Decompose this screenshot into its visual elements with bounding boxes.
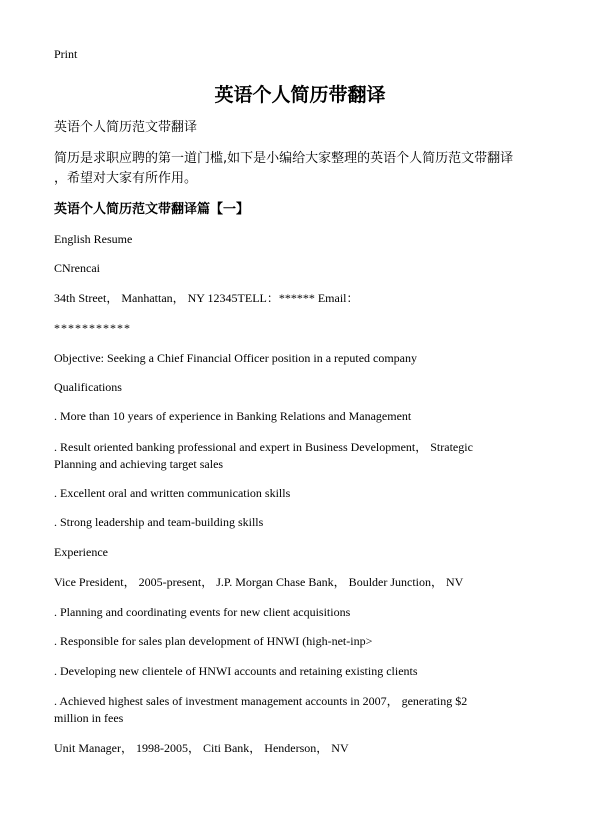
section-heading: 英语个人简历范文带翻译篇【一】 bbox=[54, 202, 250, 217]
intro-line-1: 简历是求职应聘的第一道门槛,如下是小编给大家整理的英语个人简历范文带翻译 bbox=[54, 151, 514, 166]
qualification-item: Planning and achieving target sales bbox=[54, 457, 224, 471]
qualifications-heading: Qualifications bbox=[54, 380, 122, 394]
job-item: . Achieved highest sales of investment management accounts in 2007， generating $2 bbox=[54, 694, 468, 708]
experience-heading: Experience bbox=[54, 545, 108, 559]
subtitle: 英语个人简历范文带翻译 bbox=[54, 120, 198, 135]
resume-objective: Objective: Seeking a Chief Financial Officer position in a reputed company bbox=[54, 351, 418, 365]
job-item: . Planning and coordinating events for new client acquisitions bbox=[54, 605, 351, 619]
resume-name: CNrencai bbox=[54, 261, 100, 275]
intro-line-2: ，希望对大家有所作用。 bbox=[54, 171, 198, 186]
job-item: . Developing new clientele of HNWI accounts and retaining existing clients bbox=[54, 664, 418, 678]
resume-address: 34th Street， Manhattan， NY 12345TELL：****** Email： bbox=[54, 291, 359, 305]
qualification-item: . Strong leadership and team-building skills bbox=[54, 515, 264, 529]
resume-stars: *********** bbox=[54, 321, 131, 335]
job-item: million in fees bbox=[54, 711, 124, 725]
qualification-item: . Excellent oral and written communication skills bbox=[54, 486, 291, 500]
print-link[interactable]: Print bbox=[54, 47, 78, 61]
qualification-item: . Result oriented banking professional and expert in Business Development， Strategic bbox=[54, 440, 473, 454]
job-title: Vice President， 2005-present， J.P. Morgan Chase Bank， Boulder Junction， NV bbox=[54, 575, 464, 589]
job-title: Unit Manager， 1998-2005， Citi Bank， Henderson， NV bbox=[54, 741, 349, 755]
resume-heading: English Resume bbox=[54, 232, 133, 246]
page-title: 英语个人简历带翻译 bbox=[214, 84, 386, 106]
qualification-item: . More than 10 years of experience in Banking Relations and Management bbox=[54, 409, 412, 423]
job-item: . Responsible for sales plan development of HNWI (high-net-inp> bbox=[54, 634, 373, 648]
